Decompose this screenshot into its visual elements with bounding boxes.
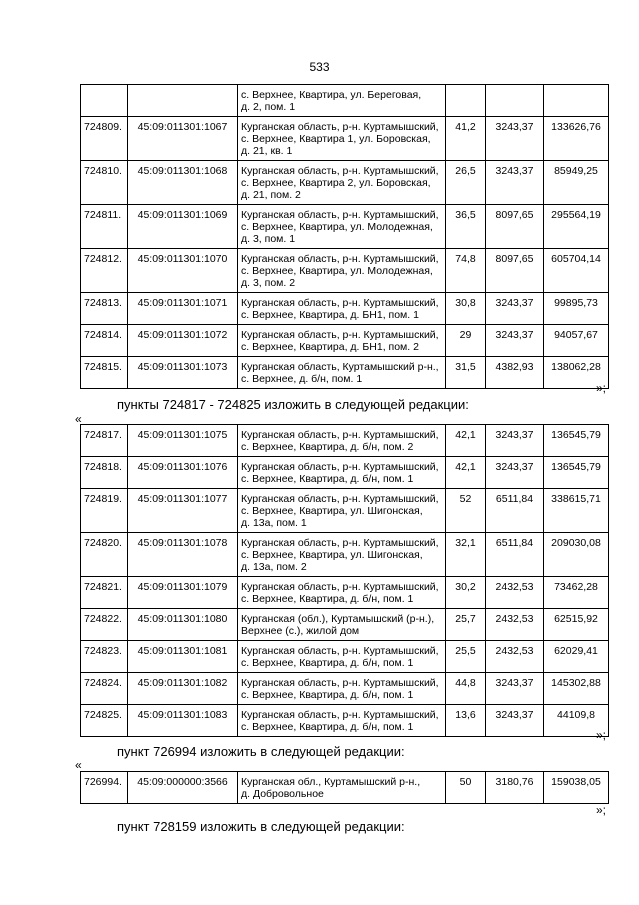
cadastral-number-cell: 45:09:011301:1070 — [128, 249, 238, 293]
area-cell: 13,6 — [446, 705, 486, 737]
area-cell: 31,5 — [446, 357, 486, 389]
table-row — [81, 85, 609, 117]
address-line: Курганская область, р-н. Куртамышский, — [241, 429, 439, 441]
cadastral-value-cell: 6511,84 — [486, 533, 544, 577]
address-line: Верхнее (с.), жилой дом — [241, 625, 360, 637]
close-quote: »; — [595, 728, 606, 742]
area-cell: 30,2 — [446, 577, 486, 609]
row-number-cell: 724811. — [81, 205, 128, 249]
table-row — [81, 641, 609, 673]
address-line: с. Верхнее, Квартира, д. БН1, пом. 1 — [241, 309, 419, 321]
address-line: Курганская область, р-н. Куртамышский, — [241, 537, 439, 549]
address-line: Курганская область, р-н. Куртамышский, — [241, 461, 439, 473]
cadastral-value-cell: 3243,37 — [486, 673, 544, 705]
table-row — [81, 457, 609, 489]
row-number-cell: 726994. — [81, 772, 128, 804]
cadastral-number-cell: 45:09:011301:1075 — [128, 425, 238, 457]
address-line: с. Верхнее, Квартира 2, ул. Боровская, — [241, 177, 431, 189]
address-line: с. Верхнее, Квартира, д. б/н, пом. 1 — [241, 473, 414, 485]
row-number-cell: 724822. — [81, 609, 128, 641]
address-line: Курганская область, р-н. Куртамышский, — [241, 709, 439, 721]
row-number-cell: 724813. — [81, 293, 128, 325]
address-cell — [238, 205, 446, 249]
cost-cell: 145302,88 — [544, 673, 609, 705]
address-line: Курганская область, р-н. Куртамышский, — [241, 677, 439, 689]
cost-cell: 338615,71 — [544, 489, 609, 533]
row-number-cell: 724824. — [81, 673, 128, 705]
cadastral-number-cell: 45:09:011301:1078 — [128, 533, 238, 577]
row-number-cell: 724825. — [81, 705, 128, 737]
address-line: д. 13а, пом. 2 — [241, 561, 307, 573]
address-line: с. Верхнее, Квартира, д. б/н, пом. 1 — [241, 689, 414, 701]
cadastral-number-cell: 45:09:011301:1077 — [128, 489, 238, 533]
row-number-cell: 724820. — [81, 533, 128, 577]
address-line: с. Верхнее, Квартира, д. б/н, пом. 1 — [241, 593, 414, 605]
row-number-cell: 724819. — [81, 489, 128, 533]
instruction-text: пункты 724817 - 724825 изложить в следующей редакции: — [117, 397, 469, 412]
address-cell — [238, 705, 446, 737]
address-cell — [238, 609, 446, 641]
cadastral-value-cell: 2432,53 — [486, 577, 544, 609]
cadastral-number-cell: 45:09:011301:1073 — [128, 357, 238, 389]
register-table-2 — [80, 424, 609, 737]
cadastral-number-cell — [128, 85, 238, 117]
area-cell: 29 — [446, 325, 486, 357]
area-cell: 42,1 — [446, 457, 486, 489]
cadastral-number-cell: 45:09:000000:3566 — [128, 772, 238, 804]
address-line: с. Верхнее, Квартира, ул. Береговая, — [241, 89, 422, 101]
address-line: Курганская область, р-н. Куртамышский, — [241, 329, 439, 341]
address-cell — [238, 249, 446, 293]
cost-cell: 136545,79 — [544, 425, 609, 457]
cost-cell: 605704,14 — [544, 249, 609, 293]
row-number-cell: 724814. — [81, 325, 128, 357]
cadastral-number-cell: 45:09:011301:1069 — [128, 205, 238, 249]
cadastral-value-cell: 3243,37 — [486, 293, 544, 325]
address-line: д. Добровольное — [241, 788, 324, 800]
address-cell — [238, 117, 446, 161]
cost-cell: 133626,76 — [544, 117, 609, 161]
table-row — [81, 489, 609, 533]
address-line: Курганская область, р-н. Куртамышский, — [241, 645, 439, 657]
address-line: Курганская область, р-н. Куртамышский, — [241, 165, 439, 177]
cost-cell: 136545,79 — [544, 457, 609, 489]
register-table-1 — [80, 84, 609, 389]
table-row — [81, 705, 609, 737]
open-quote: « — [75, 758, 82, 772]
address-cell — [238, 161, 446, 205]
address-cell — [238, 357, 446, 389]
table-row — [81, 357, 609, 389]
cadastral-number-cell: 45:09:011301:1072 — [128, 325, 238, 357]
cadastral-number-cell: 45:09:011301:1082 — [128, 673, 238, 705]
address-line: Курганская область, р-н. Куртамышский, — [241, 253, 439, 265]
cadastral-value-cell: 6511,84 — [486, 489, 544, 533]
address-line: с. Верхнее, Квартира, д. БН1, пом. 2 — [241, 341, 419, 353]
cost-cell: 159038,05 — [544, 772, 609, 804]
area-cell — [446, 85, 486, 117]
area-cell: 32,1 — [446, 533, 486, 577]
cost-cell: 73462,28 — [544, 577, 609, 609]
cost-cell: 85949,25 — [544, 161, 609, 205]
address-line: Курганская область, р-н. Куртамышский, — [241, 121, 439, 133]
address-line: д. 3, пом. 2 — [241, 277, 296, 289]
address-line: Курганская обл., Куртамышский р-н., — [241, 776, 421, 788]
cadastral-number-cell: 45:09:011301:1083 — [128, 705, 238, 737]
cost-cell: 295564,19 — [544, 205, 609, 249]
cadastral-number-cell: 45:09:011301:1080 — [128, 609, 238, 641]
table-row — [81, 673, 609, 705]
address-line: с. Верхнее, Квартира 1, ул. Боровская, — [241, 133, 431, 145]
cost-cell: 94057,67 — [544, 325, 609, 357]
address-line: Курганская область, р-н. Куртамышский, — [241, 493, 439, 505]
cost-cell — [544, 85, 609, 117]
cost-cell: 44109,8 — [544, 705, 609, 737]
address-line: с. Верхнее, Квартира, ул. Шигонская, — [241, 505, 423, 517]
row-number-cell: 724817. — [81, 425, 128, 457]
area-cell: 30,8 — [446, 293, 486, 325]
area-cell: 25,5 — [446, 641, 486, 673]
address-cell — [238, 772, 446, 804]
cost-cell: 62029,41 — [544, 641, 609, 673]
area-cell: 74,8 — [446, 249, 486, 293]
cadastral-number-cell: 45:09:011301:1068 — [128, 161, 238, 205]
area-cell: 41,2 — [446, 117, 486, 161]
cadastral-number-cell: 45:09:011301:1067 — [128, 117, 238, 161]
row-number-cell: 724818. — [81, 457, 128, 489]
address-line: Курганская область, р-н. Куртамышский, — [241, 581, 439, 593]
area-cell: 26,5 — [446, 161, 486, 205]
address-line: с. Верхнее, Квартира, ул. Молодежная, — [241, 265, 433, 277]
row-number-cell: 724823. — [81, 641, 128, 673]
open-quote: « — [75, 412, 82, 426]
address-line: с. Верхнее, д. б/н, пом. 1 — [241, 373, 363, 385]
address-line: Курганская область, р-н. Куртамышский, — [241, 209, 439, 221]
address-cell — [238, 85, 446, 117]
table-row — [81, 609, 609, 641]
table-row — [81, 249, 609, 293]
address-cell — [238, 425, 446, 457]
close-quote: »; — [595, 803, 606, 817]
address-cell — [238, 489, 446, 533]
cadastral-value-cell: 3180,76 — [486, 772, 544, 804]
address-line: д. 3, пом. 1 — [241, 233, 296, 245]
cost-cell: 99895,73 — [544, 293, 609, 325]
table-row — [81, 161, 609, 205]
area-cell: 44,8 — [446, 673, 486, 705]
area-cell: 25,7 — [446, 609, 486, 641]
address-cell — [238, 641, 446, 673]
area-cell: 42,1 — [446, 425, 486, 457]
area-cell: 52 — [446, 489, 486, 533]
cadastral-number-cell: 45:09:011301:1076 — [128, 457, 238, 489]
area-cell: 50 — [446, 772, 486, 804]
address-line: с. Верхнее, Квартира, ул. Шигонская, — [241, 549, 423, 561]
address-cell — [238, 293, 446, 325]
table-row — [81, 425, 609, 457]
area-cell: 36,5 — [446, 205, 486, 249]
page-number: 533 — [309, 60, 330, 74]
cadastral-number-cell: 45:09:011301:1071 — [128, 293, 238, 325]
cadastral-value-cell: 3243,37 — [486, 325, 544, 357]
cadastral-value-cell: 3243,37 — [486, 117, 544, 161]
cadastral-value-cell: 8097,65 — [486, 205, 544, 249]
cadastral-value-cell: 3243,37 — [486, 425, 544, 457]
row-number-cell: 724809. — [81, 117, 128, 161]
address-cell — [238, 577, 446, 609]
address-line: Курганская область, Куртамышский р-н., — [241, 361, 439, 373]
address-cell — [238, 673, 446, 705]
cadastral-value-cell — [486, 85, 544, 117]
address-line: с. Верхнее, Квартира, ул. Молодежная, — [241, 221, 433, 233]
row-number-cell: 724821. — [81, 577, 128, 609]
table-row — [81, 577, 609, 609]
row-number-cell: 724815. — [81, 357, 128, 389]
cost-cell: 138062,28 — [544, 357, 609, 389]
instruction-text: пункт 726994 изложить в следующей редакции: — [117, 744, 405, 759]
address-line: Курганская область, р-н. Куртамышский, — [241, 297, 439, 309]
address-line: д. 21, пом. 2 — [241, 189, 301, 201]
address-line: с. Верхнее, Квартира, д. б/н, пом. 2 — [241, 441, 414, 453]
cost-cell: 209030,08 — [544, 533, 609, 577]
row-number-cell: 724812. — [81, 249, 128, 293]
address-cell — [238, 533, 446, 577]
cadastral-value-cell: 8097,65 — [486, 249, 544, 293]
address-cell — [238, 457, 446, 489]
table-row — [81, 205, 609, 249]
cost-cell: 62515,92 — [544, 609, 609, 641]
address-line: д. 13а, пом. 1 — [241, 517, 307, 529]
address-line: с. Верхнее, Квартира, д. б/н, пом. 1 — [241, 721, 414, 733]
address-line: Курганская (обл.), Куртамышский (р-н.), — [241, 613, 435, 625]
address-line: д. 2, пом. 1 — [241, 101, 296, 113]
row-number-cell: 724810. — [81, 161, 128, 205]
cadastral-value-cell: 2432,53 — [486, 609, 544, 641]
table-row — [81, 293, 609, 325]
address-cell — [238, 325, 446, 357]
cadastral-value-cell: 3243,37 — [486, 161, 544, 205]
cadastral-value-cell: 3243,37 — [486, 705, 544, 737]
instruction-text: пункт 728159 изложить в следующей редакции: — [117, 819, 405, 834]
cadastral-value-cell: 4382,93 — [486, 357, 544, 389]
table-row — [81, 117, 609, 161]
table-row — [81, 533, 609, 577]
table-row — [81, 772, 609, 804]
address-line: д. 21, кв. 1 — [241, 145, 293, 157]
cadastral-value-cell: 2432,53 — [486, 641, 544, 673]
cadastral-number-cell: 45:09:011301:1079 — [128, 577, 238, 609]
table-row — [81, 325, 609, 357]
cadastral-number-cell: 45:09:011301:1081 — [128, 641, 238, 673]
row-number-cell — [81, 85, 128, 117]
address-line: с. Верхнее, Квартира, д. б/н, пом. 1 — [241, 657, 414, 669]
cadastral-value-cell: 3243,37 — [486, 457, 544, 489]
register-table-3 — [80, 771, 609, 804]
close-quote: »; — [595, 381, 606, 395]
